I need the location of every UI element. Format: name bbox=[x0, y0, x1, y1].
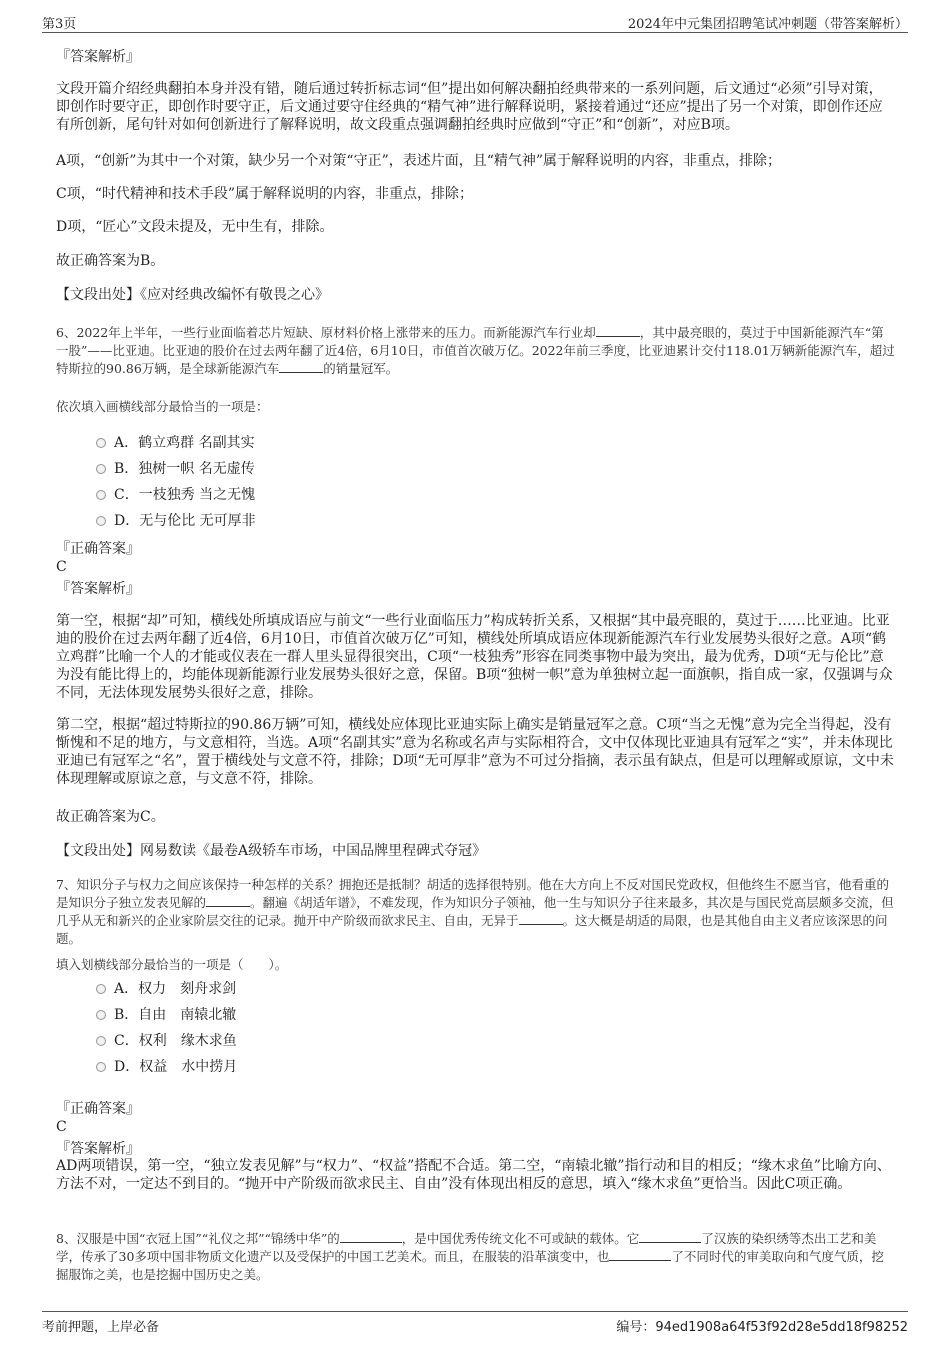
q5-analysis-option-d: D项，“匠心”文段未提及，无中生有，排除。 bbox=[56, 219, 334, 235]
q8-stem: 8、汉服是中国“衣冠上国”“礼仪之邦”“锦绣中华”的 ，是中国优秀传统文化不可或缺的载体。它 了汉族的染织绣等杰出工艺和美学，传承了30多项中国非物质文化遗产以及受保护的中国工艺美术。而且，在服装的沿革演变中，也 了不同时代的审美取向和气度气质，挖掘服饰之美，也是挖掘中国历史之美。 bbox=[56, 1231, 884, 1282]
q5-conclusion: 故正确答案为B。 bbox=[56, 253, 165, 269]
document-title: 2024年中元集团招聘笔试冲刺题（带答案解析） bbox=[627, 17, 908, 32]
q5-analysis-para: 文段开篇介绍经典翻拍本身并没有错，随后通过转折标志词“但”提出如何解决翻拍经典带来的一系列问题，后文通过“必须”引导对策，即创作时要守正，即创作时要守正，后文通过要守住经典的“精气神”进行解释说明，紧接着通过“还应”提出了另一个对策，即创作还应有所创新，尾句针对如何创新进行了解释说明，故文段重点强调翻拍经典时应做到“守正”和“创新”，对应B项。 bbox=[56, 81, 883, 133]
radio-icon[interactable] bbox=[96, 438, 106, 448]
q7-prompt: 填入划横线部分最恰当的一项是（ ）。 bbox=[56, 957, 288, 972]
radio-icon[interactable] bbox=[96, 490, 106, 500]
q6-option-c[interactable]: C．一枝独秀 当之无愧 bbox=[96, 486, 255, 504]
q6-option-d[interactable]: D．无与伦比 无可厚非 bbox=[96, 512, 256, 530]
q7-blank-2 bbox=[519, 912, 563, 925]
q7-option-d[interactable]: D．权益 水中捞月 bbox=[96, 1058, 237, 1076]
page-number: 第3页 bbox=[42, 17, 77, 32]
q7-option-a[interactable]: A．权力 刻舟求剑 bbox=[96, 980, 236, 998]
q6-analysis-label: 『答案解析』 bbox=[56, 581, 140, 597]
radio-icon[interactable] bbox=[96, 1010, 106, 1020]
q6-prompt: 依次填入画横线部分最恰当的一项是： bbox=[56, 399, 269, 414]
q6-answer-label: 『正确答案』 bbox=[56, 541, 140, 557]
q5-analysis-label: 『答案解析』 bbox=[56, 49, 140, 65]
radio-icon[interactable] bbox=[96, 464, 106, 474]
q6-answer: C bbox=[56, 559, 67, 575]
q8-blank-2 bbox=[639, 1230, 701, 1243]
q6-analysis-para-2: 第二空，根据“超过特斯拉的90.86万辆”可知，横线处应体现比亚迪实际上确实是销量冠军之意。C项“当之无愧”意为完全当得起，没有惭愧和不足的地方，与文意相符，当选。A项“名副其实”意为名称或名声与实际相符合，文中仅体现比亚迪具有冠军之“实”，并未体现比亚迪已有冠军之“名”，置于横线处与文意不符，排除；D项“无可厚非”意为不可过分指摘，表示虽有缺点，但是可以理解或原谅，文中未体现理解或原谅之意，与文意不符，排除。 bbox=[56, 717, 894, 787]
page-footer bbox=[42, 1311, 908, 1334]
q6-analysis-para-1: 第一空，根据“却”可知，横线处所填成语应与前文“一些行业面临压力”构成转折关系，又根据“其中最亮眼的，莫过于……比亚迪。比亚迪的股价在过去两年翻了近4倍，6月10日，市值首次破万亿”可知，横线处所填成语应体现新能源汽车行业发展势头很好之意。A项“鹤立鸡群”比喻一个人的才能或仪表在一群人里头显得很突出，C项“一枝独秀”形容在同类事物中最为突出，最为优秀，D项“无与伦比”意为没有能比得上的，均能体现新能源行业发展势头很好之意，保留。B项“独树一帜”意为单独树立起一面旗帜，指自成一家，仅强调与众不同，无法体现发展势头很好之意，排除。 bbox=[56, 613, 893, 701]
q7-stem: 7、知识分子与权力之间应该保持一种怎样的关系？拥抱还是抵制？胡适的选择很特别。他在大方向上不反对国民党政权，但他终生不愿当官，他看重的是知识分子独立发表见解的 。翻遍《胡适年谱》，不难发现，作为知识分子领袖，他一生与知识分子往来最多，其次是与国民党高层颇多交流，但几乎从无和新兴的企业家阶层交往的记录。抛开中产阶级而欲求民主、自由，无异于 。这大概是胡适的局限，也是其他自由主义者应该深思的问题。 bbox=[56, 877, 894, 946]
q6-option-a[interactable]: A．鹤立鸡群 名副其实 bbox=[96, 434, 255, 452]
q7-answer-label: 『正确答案』 bbox=[56, 1101, 140, 1117]
q6-stem: 6、2022年上半年，一些行业面临着芯片短缺、原材料价格上涨带来的压力。而新能源汽车行业却 ，其中最亮眼的，莫过于中国新能源汽车“第一股”——比亚迪。比亚迪的股价在过去两年翻了近4倍，6月10日，市值首次破万亿。2022年前三季度，比亚迪累计交付118.01万辆新能源汽车，超过特斯拉的90.86万辆，是全球新能源汽车 的销量冠军。 bbox=[56, 325, 895, 376]
q7-analysis-label: 『答案解析』 bbox=[56, 1141, 140, 1157]
q8-blank-1 bbox=[340, 1230, 402, 1243]
footer-slogan: 考前押题，上岸必备 bbox=[42, 1320, 160, 1335]
q8-blank-3 bbox=[609, 1248, 671, 1261]
q6-blank-2 bbox=[279, 360, 323, 373]
q7-analysis-para: AD两项错误，第一空，“独立发表见解”与“权力”、“权益”搭配不合适。第二空，“南辕北辙”指行动和目的相反；“缘木求鱼”比喻方向、方法不对，一定达不到目的。“抛开中产阶级而欲求民主、自由”没有体现出相反的意思，填入“缘木求鱼”更恰当。因此C项正确。 bbox=[56, 1158, 891, 1192]
q5-analysis-option-a: A项，“创新”为其中一个对策，缺少另一个对策“守正”，表述片面，且“精气神”属于解释说明的内容，非重点，排除； bbox=[56, 153, 782, 169]
radio-icon[interactable] bbox=[96, 1036, 106, 1046]
radio-icon[interactable] bbox=[96, 984, 106, 994]
q5-source: 【文段出处】《应对经典改编怀有敬畏之心》 bbox=[56, 287, 329, 303]
radio-icon[interactable] bbox=[96, 516, 106, 526]
document-code: 编号：94ed1908a64f53f92d28e5dd18f98252 bbox=[616, 1320, 908, 1335]
page-header bbox=[42, 10, 908, 33]
q7-blank-1 bbox=[206, 894, 250, 907]
q5-analysis-option-c: C项，“时代精神和技术手段”属于解释说明的内容，非重点，排除； bbox=[56, 186, 474, 202]
radio-icon[interactable] bbox=[96, 1062, 106, 1072]
q7-option-b[interactable]: B．自由 南辕北辙 bbox=[96, 1006, 236, 1024]
q7-option-c[interactable]: C．权利 缘木求鱼 bbox=[96, 1032, 237, 1050]
q6-source: 【文段出处】网易数读《最卷A级轿车市场，中国品牌里程碑式夺冠》 bbox=[56, 843, 487, 859]
q6-option-b[interactable]: B．独树一帜 名无虚传 bbox=[96, 460, 255, 478]
q7-answer: C bbox=[56, 1119, 67, 1135]
q6-blank-1 bbox=[596, 324, 640, 337]
q6-conclusion: 故正确答案为C。 bbox=[56, 809, 165, 825]
